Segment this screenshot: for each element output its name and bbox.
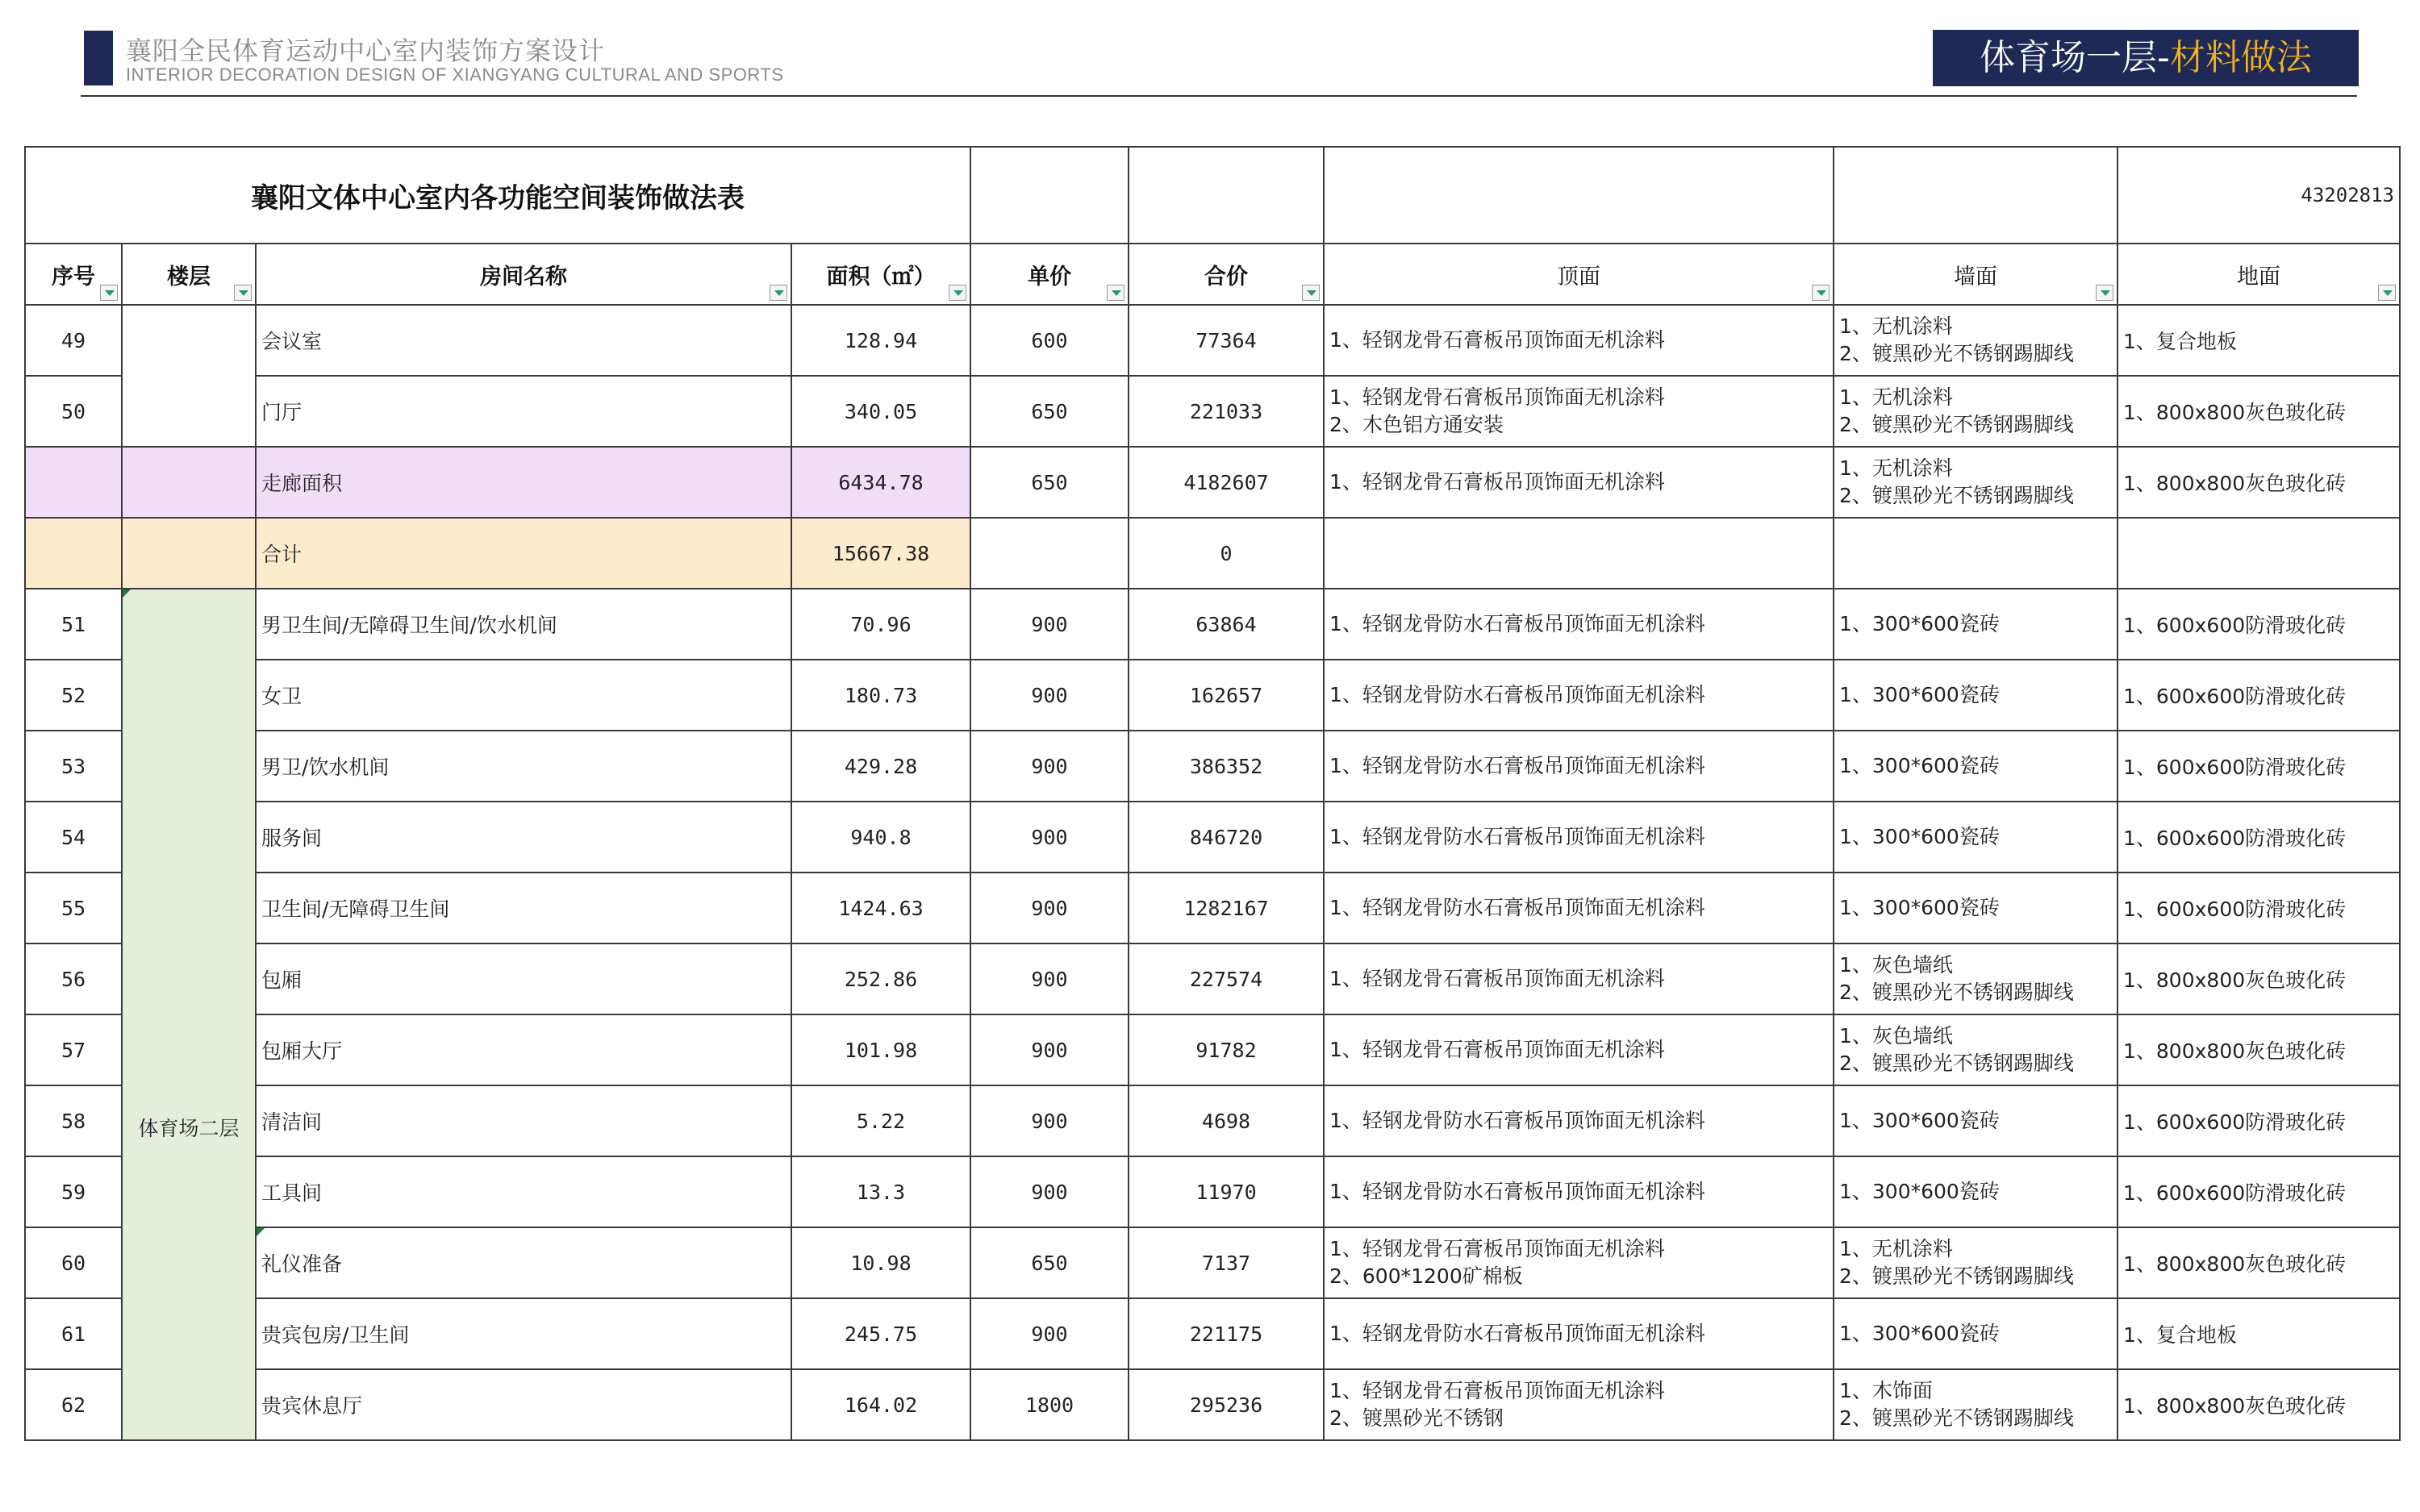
table-row [25, 376, 2400, 447]
cell-unit-price [970, 518, 1129, 589]
cell-ceiling [1324, 305, 1834, 376]
table-row [25, 1085, 2400, 1156]
cell-ground: 1、800x800灰色玻化砖 [2118, 1014, 2400, 1085]
cell-no: 51 [25, 589, 122, 660]
cell-room-name: 卫生间/无障碍卫生间 [256, 873, 791, 943]
cell-room-name: 女卫 [256, 660, 791, 731]
cell-wall [1834, 305, 2118, 376]
project-title-cn: 襄阳全民体育运动中心室内装饰方案设计 [126, 35, 606, 66]
cell-ceiling [1324, 518, 1834, 589]
cell-wall [1834, 1298, 2118, 1369]
cell-wall [1834, 873, 2118, 943]
cell-total-price: 11970 [1129, 1156, 1324, 1227]
wall-spec-line: 2、镀黑砂光不锈钢踢脚线 [1839, 413, 2074, 436]
col-header-total-label: 合价 [1204, 264, 1248, 289]
cell-ground [2118, 518, 2400, 589]
cell-area: 70.96 [791, 589, 970, 660]
cell-wall [1834, 518, 2118, 589]
cell-ceiling [1324, 589, 1834, 660]
col-header-no [25, 244, 122, 305]
cell-ground: 1、800x800灰色玻化砖 [2118, 1227, 2400, 1298]
cell-ground: 1、600x600防滑玻化砖 [2118, 660, 2400, 731]
cell-wall [1834, 589, 2118, 660]
ceiling-spec-line: 1、轻钢龙骨防水石膏板吊顶饰面无机涂料 [1329, 1109, 1705, 1132]
cell-unit-price: 900 [970, 873, 1129, 943]
filter-dropdown-icon[interactable] [234, 285, 252, 301]
cell-area: 180.73 [791, 660, 970, 731]
ceiling-spec-line: 1、轻钢龙骨石膏板吊顶饰面无机涂料 [1329, 967, 1665, 990]
table-row [25, 873, 2400, 943]
col-header-floor-label: 楼层 [167, 264, 211, 289]
col-header-floor [122, 244, 256, 305]
ceiling-spec-line: 1、轻钢龙骨防水石膏板吊顶饰面无机涂料 [1329, 754, 1705, 777]
cell-no: 58 [25, 1085, 122, 1156]
cell-area: 1424.63 [791, 873, 970, 943]
cell-unit-price: 900 [970, 589, 1129, 660]
cell-total-price: 162657 [1129, 660, 1324, 731]
col-header-price-label: 单价 [1028, 264, 1071, 289]
table-row [25, 1014, 2400, 1085]
ceiling-spec-line: 1、轻钢龙骨防水石膏板吊顶饰面无机涂料 [1329, 825, 1705, 848]
wall-spec-line: 1、300*600瓷砖 [1839, 754, 2000, 777]
col-header-ground [2118, 244, 2400, 305]
cell-ground: 1、复合地板 [2118, 1298, 2400, 1369]
cell-no: 60 [25, 1227, 122, 1298]
cell-no: 54 [25, 802, 122, 873]
cell-area: 101.98 [791, 1014, 970, 1085]
filter-dropdown-icon[interactable] [1107, 285, 1124, 301]
cell-ground: 1、800x800灰色玻化砖 [2118, 447, 2400, 518]
cell-ceiling [1324, 1014, 1834, 1085]
title-cell-blank [1324, 147, 1834, 244]
ceiling-spec-line: 1、轻钢龙骨石膏板吊顶饰面无机涂料 [1329, 1038, 1665, 1061]
ceiling-spec-line: 1、轻钢龙骨石膏板吊顶饰面无机涂料 [1329, 1379, 1665, 1402]
table-row [25, 305, 2400, 376]
cell-unit-price: 900 [970, 943, 1129, 1014]
cell-wall [1834, 447, 2118, 518]
cell-unit-price: 900 [970, 731, 1129, 802]
cell-no: 52 [25, 660, 122, 731]
wall-spec-line: 1、300*600瓷砖 [1839, 1109, 2000, 1132]
cell-ground: 1、600x600防滑玻化砖 [2118, 1156, 2400, 1227]
cell-ceiling [1324, 1227, 1834, 1298]
cell-ceiling [1324, 660, 1834, 731]
col-header-area-label: 面积（㎡） [826, 264, 936, 289]
cell-no: 59 [25, 1156, 122, 1227]
cell-ground: 1、复合地板 [2118, 305, 2400, 376]
wall-spec-line: 1、木饰面 [1839, 1379, 1933, 1402]
cell-room-name: 工具间 [256, 1156, 791, 1227]
col-header-ceiling [1324, 244, 1834, 305]
cell-unit-price: 900 [970, 1298, 1129, 1369]
cell-ceiling [1324, 447, 1834, 518]
cell-area: 340.05 [791, 376, 970, 447]
cell-area: 429.28 [791, 731, 970, 802]
cell-no [25, 518, 122, 589]
cell-total-price: 77364 [1129, 305, 1324, 376]
decoration-spec-table [24, 146, 2401, 1441]
wall-spec-line: 2、镀黑砂光不锈钢踢脚线 [1839, 342, 2074, 365]
cell-total-price: 7137 [1129, 1227, 1324, 1298]
cell-ground: 1、600x600防滑玻化砖 [2118, 802, 2400, 873]
title-cell-blank [1129, 147, 1324, 244]
cell-ceiling [1324, 943, 1834, 1014]
cell-ground: 1、600x600防滑玻化砖 [2118, 731, 2400, 802]
ceiling-spec-line: 1、轻钢龙骨石膏板吊顶饰面无机涂料 [1329, 470, 1665, 494]
wall-spec-line: 1、300*600瓷砖 [1839, 896, 2000, 919]
table-row [25, 1369, 2400, 1440]
cell-no: 61 [25, 1298, 122, 1369]
cell-area: 252.86 [791, 943, 970, 1014]
cell-unit-price: 1800 [970, 1369, 1129, 1440]
cell-total-price: 0 [1129, 518, 1324, 589]
section-badge-main: 体育场一层- [1980, 37, 2170, 78]
cell-total-price: 227574 [1129, 943, 1324, 1014]
wall-spec-line: 1、300*600瓷砖 [1839, 1322, 2000, 1345]
cell-wall [1834, 731, 2118, 802]
cell-room-name: 门厅 [256, 376, 791, 447]
cell-wall [1834, 802, 2118, 873]
column-header-row [25, 244, 2400, 305]
section-badge-accent: 材料做法 [2169, 37, 2312, 78]
cell-area: 164.02 [791, 1369, 970, 1440]
wall-spec-line: 2、镀黑砂光不锈钢踢脚线 [1839, 1264, 2074, 1288]
col-header-total [1129, 244, 1324, 305]
cell-room-name: 男卫/饮水机间 [256, 731, 791, 802]
cell-room-name: 男卫生间/无障碍卫生间/饮水机间 [256, 589, 791, 660]
ceiling-spec-line: 1、轻钢龙骨防水石膏板吊顶饰面无机涂料 [1329, 896, 1705, 919]
cell-room-name: 贵宾包房/卫生间 [256, 1298, 791, 1369]
title-row [25, 147, 2400, 244]
col-header-ceiling-label: 顶面 [1557, 264, 1600, 289]
col-header-area [791, 244, 970, 305]
cell-total-price: 221033 [1129, 376, 1324, 447]
cell-ground: 1、800x800灰色玻化砖 [2118, 1369, 2400, 1440]
col-header-wall-label: 墙面 [1954, 264, 1997, 289]
col-header-ground-label: 地面 [2237, 264, 2280, 289]
cell-unit-price: 900 [970, 660, 1129, 731]
cell-wall [1834, 1085, 2118, 1156]
cell-no: 57 [25, 1014, 122, 1085]
cell-room-name: 贵宾休息厅 [256, 1369, 791, 1440]
cell-no [25, 447, 122, 518]
cell-no: 56 [25, 943, 122, 1014]
filter-dropdown-icon[interactable] [100, 285, 118, 301]
cell-room-name: 合计 [256, 518, 791, 589]
wall-spec-line: 1、无机涂料 [1839, 385, 1953, 409]
col-header-room-label: 房间名称 [480, 264, 567, 289]
cell-room-name: 服务间 [256, 802, 791, 873]
cell-wall [1834, 376, 2118, 447]
ceiling-spec-line: 1、轻钢龙骨防水石膏板吊顶饰面无机涂料 [1329, 1322, 1705, 1345]
filter-dropdown-icon[interactable] [1812, 285, 1830, 301]
cell-unit-price: 900 [970, 1085, 1129, 1156]
ceiling-spec-line: 1、轻钢龙骨石膏板吊顶饰面无机涂料 [1329, 1237, 1665, 1260]
cell-area: 6434.78 [791, 447, 970, 518]
table-row [25, 518, 2400, 589]
wall-spec-line: 1、300*600瓷砖 [1839, 825, 2000, 848]
col-header-wall [1834, 244, 2118, 305]
table-row [25, 1227, 2400, 1298]
cell-total-price: 386352 [1129, 731, 1324, 802]
cell-area: 245.75 [791, 1298, 970, 1369]
ceiling-spec-line: 1、轻钢龙骨石膏板吊顶饰面无机涂料 [1329, 328, 1665, 352]
table-row [25, 1298, 2400, 1369]
cell-unit-price: 650 [970, 376, 1129, 447]
cell-floor-group: 体育场二层 [122, 589, 256, 1440]
cell-ground: 1、600x600防滑玻化砖 [2118, 589, 2400, 660]
ceiling-spec-line: 2、600*1200矿棉板 [1329, 1264, 1523, 1288]
cell-ground: 1、800x800灰色玻化砖 [2118, 376, 2400, 447]
cell-no: 53 [25, 731, 122, 802]
cell-floor [122, 518, 256, 589]
cell-room-name: 包厢大厅 [256, 1014, 791, 1085]
header-logo-block [84, 31, 113, 85]
filter-dropdown-icon[interactable] [1302, 285, 1320, 301]
wall-spec-line: 1、300*600瓷砖 [1839, 1180, 2000, 1203]
cell-area: 13.3 [791, 1156, 970, 1227]
cell-wall [1834, 1369, 2118, 1440]
title-cell-blank [970, 147, 1129, 244]
ceiling-spec-line: 1、轻钢龙骨石膏板吊顶饰面无机涂料 [1329, 385, 1665, 409]
project-title-en: INTERIOR DECORATION DESIGN OF XIANGYANG CULTURAL AND SPORTS [126, 65, 784, 85]
wall-spec-line: 1、300*600瓷砖 [1839, 683, 2000, 706]
cell-ceiling [1324, 873, 1834, 943]
table-row [25, 447, 2400, 518]
filter-dropdown-icon[interactable] [2378, 285, 2396, 301]
cell-area: 128.94 [791, 305, 970, 376]
cell-floor [122, 447, 256, 518]
wall-spec-line: 2、镀黑砂光不锈钢踢脚线 [1839, 1406, 2074, 1430]
cell-wall [1834, 1227, 2118, 1298]
cell-room-name: 包厢 [256, 943, 791, 1014]
cell-no: 62 [25, 1369, 122, 1440]
cell-total-price: 4182607 [1129, 447, 1324, 518]
wall-spec-line: 2、镀黑砂光不锈钢踢脚线 [1839, 981, 2074, 1004]
cell-room-name: 会议室 [256, 305, 791, 376]
cell-wall [1834, 943, 2118, 1014]
cell-area: 10.98 [791, 1227, 970, 1298]
wall-spec-line: 1、无机涂料 [1839, 1237, 1953, 1260]
cell-ceiling [1324, 1369, 1834, 1440]
cell-total-price: 63864 [1129, 589, 1324, 660]
cell-total-price: 221175 [1129, 1298, 1324, 1369]
cell-total-price: 91782 [1129, 1014, 1324, 1085]
cell-ceiling [1324, 1298, 1834, 1369]
table-row [25, 731, 2400, 802]
cell-unit-price: 900 [970, 802, 1129, 873]
wall-spec-line: 1、无机涂料 [1839, 456, 1953, 480]
cell-room-name: 礼仪准备 [256, 1227, 791, 1298]
cell-total-price: 846720 [1129, 802, 1324, 873]
cell-area: 5.22 [791, 1085, 970, 1156]
cell-wall [1834, 1156, 2118, 1227]
ceiling-spec-line: 1、轻钢龙骨防水石膏板吊顶饰面无机涂料 [1329, 683, 1705, 706]
cell-wall [1834, 660, 2118, 731]
wall-spec-line: 1、灰色墙纸 [1839, 1024, 1953, 1048]
sheet-title: 襄阳文体中心室内各功能空间装饰做法表 [25, 147, 970, 244]
ceiling-spec-line: 2、镀黑砂光不锈钢 [1329, 1406, 1504, 1430]
header-divider [81, 95, 2357, 97]
cell-total-price: 295236 [1129, 1369, 1324, 1440]
section-badge [1933, 30, 2359, 86]
table-row [25, 943, 2400, 1014]
cell-ground: 1、600x600防滑玻化砖 [2118, 873, 2400, 943]
filter-dropdown-icon[interactable] [770, 285, 787, 301]
wall-spec-line: 2、镀黑砂光不锈钢踢脚线 [1839, 484, 2074, 507]
cell-no: 55 [25, 873, 122, 943]
cell-unit-price: 900 [970, 1156, 1129, 1227]
cell-total-price: 4698 [1129, 1085, 1324, 1156]
table-row [25, 589, 2400, 660]
cell-unit-price: 650 [970, 447, 1129, 518]
col-header-room [256, 244, 791, 305]
cell-no: 50 [25, 376, 122, 447]
cell-room-name: 清洁间 [256, 1085, 791, 1156]
filter-dropdown-icon[interactable] [2096, 285, 2113, 301]
cell-unit-price: 900 [970, 1014, 1129, 1085]
ceiling-spec-line: 1、轻钢龙骨防水石膏板吊顶饰面无机涂料 [1329, 612, 1705, 635]
cell-unit-price: 650 [970, 1227, 1129, 1298]
cell-area: 940.8 [791, 802, 970, 873]
wall-spec-line: 2、镀黑砂光不锈钢踢脚线 [1839, 1052, 2074, 1075]
cell-ceiling [1324, 376, 1834, 447]
table-row [25, 802, 2400, 873]
cell-ceiling [1324, 1156, 1834, 1227]
table-row [25, 1156, 2400, 1227]
ceiling-spec-line: 2、木色铝方通安装 [1329, 413, 1504, 436]
col-header-no-label: 序号 [52, 264, 95, 289]
sheet-doc-id: 43202813 [2118, 147, 2400, 244]
cell-unit-price: 600 [970, 305, 1129, 376]
col-header-price [970, 244, 1129, 305]
cell-ground: 1、800x800灰色玻化砖 [2118, 943, 2400, 1014]
cell-ceiling [1324, 731, 1834, 802]
cell-wall [1834, 1014, 2118, 1085]
cell-floor [122, 305, 256, 447]
wall-spec-line: 1、无机涂料 [1839, 314, 1953, 338]
cell-total-price: 1282167 [1129, 873, 1324, 943]
cell-ceiling [1324, 802, 1834, 873]
cell-area: 15667.38 [791, 518, 970, 589]
wall-spec-line: 1、300*600瓷砖 [1839, 612, 2000, 635]
ceiling-spec-line: 1、轻钢龙骨防水石膏板吊顶饰面无机涂料 [1329, 1180, 1705, 1203]
table-row [25, 660, 2400, 731]
cell-ground: 1、600x600防滑玻化砖 [2118, 1085, 2400, 1156]
cell-no: 49 [25, 305, 122, 376]
wall-spec-line: 1、灰色墙纸 [1839, 953, 1953, 977]
cell-room-name: 走廊面积 [256, 447, 791, 518]
filter-dropdown-icon[interactable] [949, 285, 966, 301]
title-cell-blank [1834, 147, 2118, 244]
cell-ceiling [1324, 1085, 1834, 1156]
